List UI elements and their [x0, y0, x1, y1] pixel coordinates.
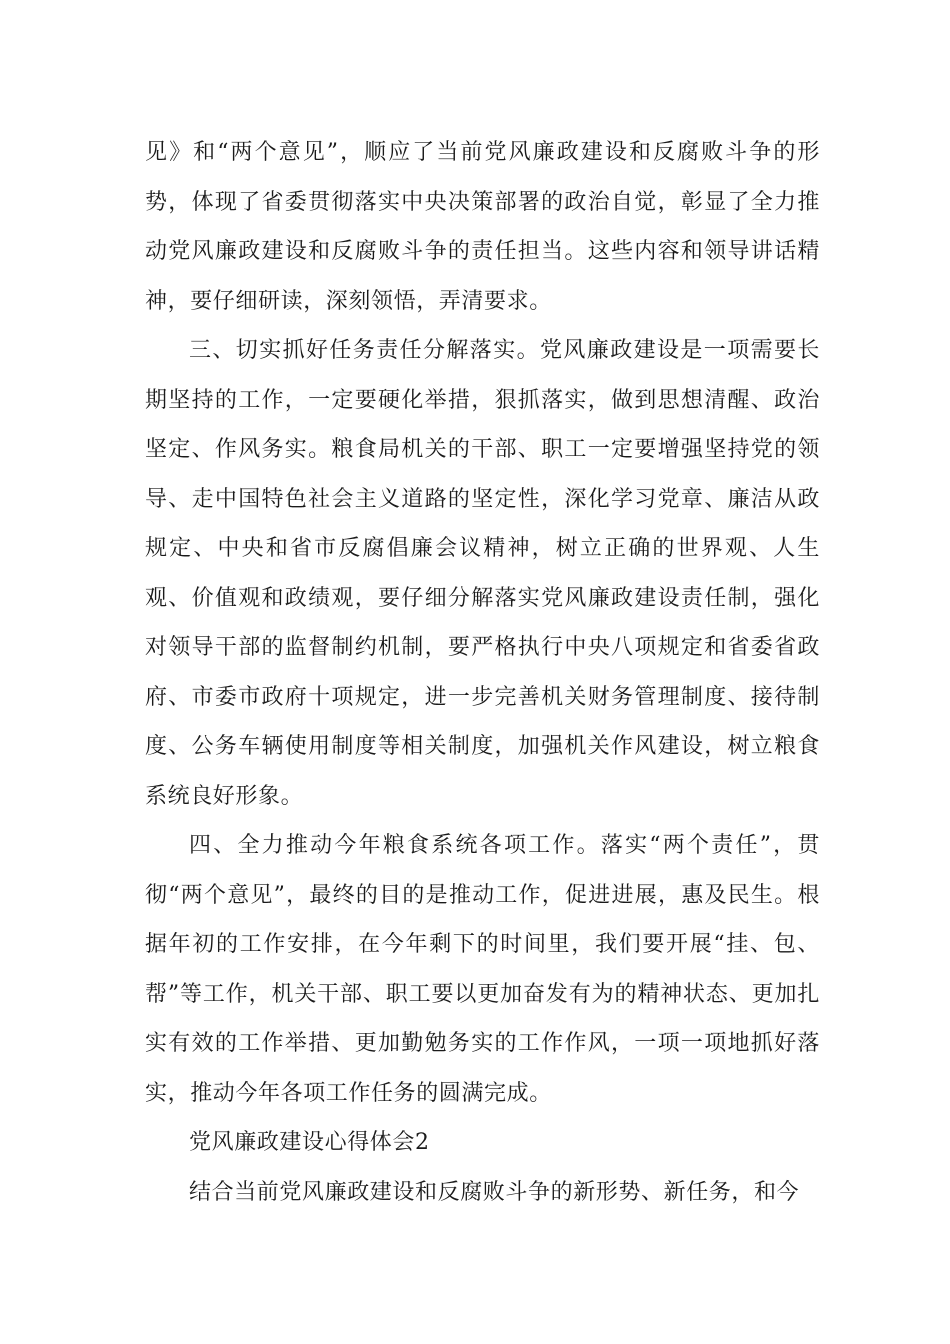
paragraph-closing: 结合当前党风廉政建设和反腐败斗争的新形势、新任务，和今 [189, 1179, 800, 1205]
paragraph-continuation: 见》和“两个意见”，顺应了当前党风廉政建设和反腐败斗争的形势，体现了省委贯彻落实中央决策部署的政治自觉，彰显了全力推动党风廉政建设和反腐败斗争的责任担当。这些内容和领导讲话精神，要仔细研读，深刻领悟，弄清要求。 [145, 140, 820, 314]
paragraph-section-three: 三、切实抓好任务责任分解落实。党风廉政建设是一项需要长期坚持的工作，一定要硬化举措，狠抓落实，做到思想清醒、政治坚定、作风务实。粮食局机关的干部、职工一定要增强坚持党的领导、走中国特色社会主义道路的坚定性，深化学习党章、廉洁从政规定、中央和省市反腐倡廉会议精神，树立正确的世界观、人生观、价值观和政绩观，要仔细分解落实党风廉政建设责任制，强化对领导干部的监督制约机制，要严格执行中央八项规定和省委省政府、市委市政府十项规定，进一步完善机关财务管理制度、接待制度、公务车辆使用制度等相关制度，加强机关作风建设，树立粮食系统良好形象。 [145, 338, 820, 809]
section-title: 党风廉政建设心得体会2 [189, 1130, 430, 1155]
document-body [145, 128, 820, 1217]
paragraph-section-four: 四、全力推动今年粮食系统各项工作。落实“两个责任”，贯彻“两个意见”，最终的目的是推动工作，促进进展，惠及民生。根据年初的工作安排，在今年剩下的时间里，我们要开展“挂、包、帮”等工作，机关干部、职工要以更加奋发有为的精神状态、更加扎实有效的工作举措、更加勤勉务实的工作作风，一项一项地抓好落实，推动今年各项工作任务的圆满完成。 [145, 833, 820, 1106]
